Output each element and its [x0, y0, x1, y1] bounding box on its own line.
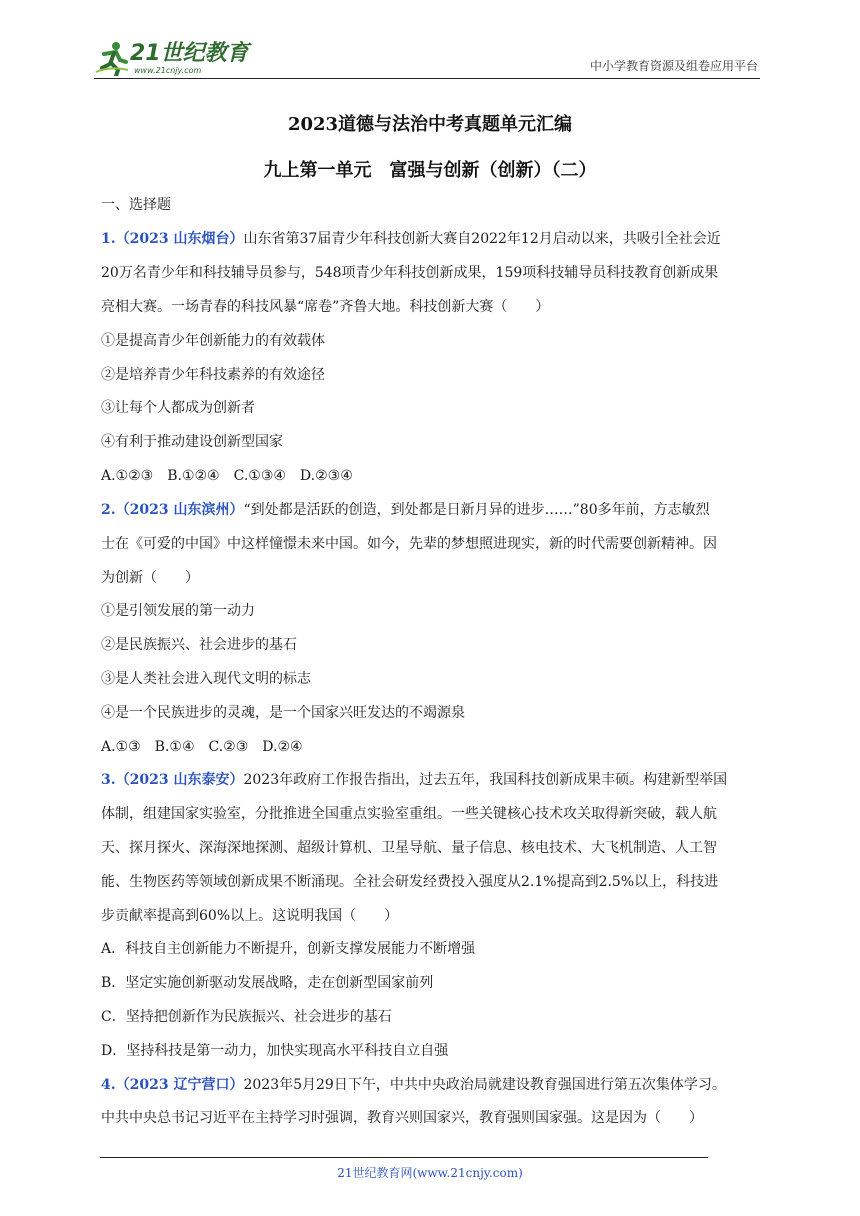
question-3-option-a: A．科技自主创新能力不断提升，创新支撑发展能力不断增强 [101, 941, 476, 957]
document-subtitle: 九上第一单元 富强与创新（创新）（二） [263, 160, 597, 181]
question-2-source: 2.（2023 山东滨州） [101, 502, 244, 518]
footer-link[interactable]: 21世纪教育网(www.21cnjy.com) [337, 1166, 523, 1180]
question-4-line-1 [101, 1075, 781, 1095]
question-2-choices: A.①③ B.①④ C.②③ D.②④ [101, 739, 303, 755]
question-2-line-2: 士在《可爱的中国》中这样憧憬未来中国。如今，先辈的梦想照进现实，新的时代需要创新精神。因 [101, 536, 717, 552]
runner-logo-icon [94, 40, 128, 76]
logo-wordmark: 21世纪教育 [130, 41, 249, 66]
question-3-line-2: 体制，组建国家实验室，分批推进全国重点实验室重组。一些关键核心技术攻关取得新突破，载人航 [101, 806, 717, 822]
question-1-statement-2: ②是培养青少年科技素养的有效途径 [101, 367, 325, 383]
question-2-statement-3: ③是人类社会进入现代文明的标志 [101, 671, 311, 687]
question-2-statement-2: ②是民族振兴、社会进步的基石 [101, 637, 297, 653]
document-title: 2023道德与法治中考真题单元汇编 [287, 114, 573, 135]
question-1-text-1: 山东省第37届青少年科技创新大赛自2022年12月启动以来，共吸引全社会近 [243, 231, 721, 247]
logo-url: www.21cnjy.com [134, 66, 202, 75]
question-2-statement-1: ①是引领发展的第一动力 [101, 603, 255, 619]
question-2-statement-4: ④是一个民族进步的灵魂，是一个国家兴旺发达的不竭源泉 [101, 705, 465, 721]
question-1-line-2: 20万名青少年和科技辅导员参与，548项青少年科技创新成果，159项科技辅导员科技教育创新成果 [101, 265, 719, 281]
question-3-text-1: 2023年政府工作报告指出，过去五年，我国科技创新成果丰硕。构建新型举国 [243, 772, 728, 788]
platform-name: 中小学教育资源及组卷应用平台 [589, 59, 758, 73]
question-3-source: 3.（2023 山东泰安） [101, 772, 244, 788]
question-2-line-3: 为创新（ ） [101, 570, 199, 586]
question-4-source: 4.（2023 辽宁营口） [101, 1077, 244, 1093]
question-1-source: 1.（2023 山东烟台） [101, 231, 244, 247]
question-3-line-3: 天、探月探火、深海深地探测、超级计算机、卫星导航、量子信息、核电技术、大飞机制造、人工智 [101, 840, 717, 856]
question-1-statement-3: ③让每个人都成为创新者 [101, 400, 255, 416]
question-1-line-3: 亮相大赛。一场青春的科技风暴“席卷”齐鲁大地。科技创新大赛（ ） [101, 299, 550, 315]
question-3-option-d: D．坚持科技是第一动力，加快实现高水平科技自立自强 [101, 1043, 449, 1059]
question-2-text-1: “到处都是活跃的创造，到处都是日新月异的进步……”80多年前，方志敏烈 [243, 502, 710, 518]
question-1-statement-1: ①是提高青少年创新能力的有效载体 [101, 333, 325, 349]
question-3-line-4: 能、生物医药等领域创新成果不断涌现。全社会研发经费投入强度从2.1%提高到2.5%以上，科技进 [101, 874, 719, 890]
question-1-statement-4: ④有利于推动建设创新型国家 [101, 434, 283, 450]
question-3-option-b: B．坚定实施创新驱动发展战略，走在创新型国家前列 [101, 975, 434, 991]
question-4-text-1: 2023年5月29日下午，中共中央政治局就建设教育强国进行第五次集体学习。 [243, 1077, 726, 1093]
section-heading: 一、选择题 [101, 197, 171, 213]
page-header [94, 32, 760, 79]
question-1-choices: A.①②③ B.①②④ C.①③④ D.②③④ [101, 468, 353, 484]
question-3-line-1 [101, 770, 781, 790]
question-3-option-c: C．坚持把创新作为民族振兴、社会进步的基石 [101, 1009, 392, 1025]
site-logo[interactable] [94, 32, 249, 76]
question-4-line-2: 中共中央总书记习近平在主持学习时强调，教育兴则国家兴，教育强则国家强。这是因为（ ） [101, 1110, 703, 1126]
footer-divider [100, 1157, 708, 1158]
question-2-line-1 [101, 500, 781, 520]
question-3-line-5: 步贡献率提高到60%以上。这说明我国（ ） [101, 908, 399, 924]
question-1-line-1 [101, 229, 781, 249]
